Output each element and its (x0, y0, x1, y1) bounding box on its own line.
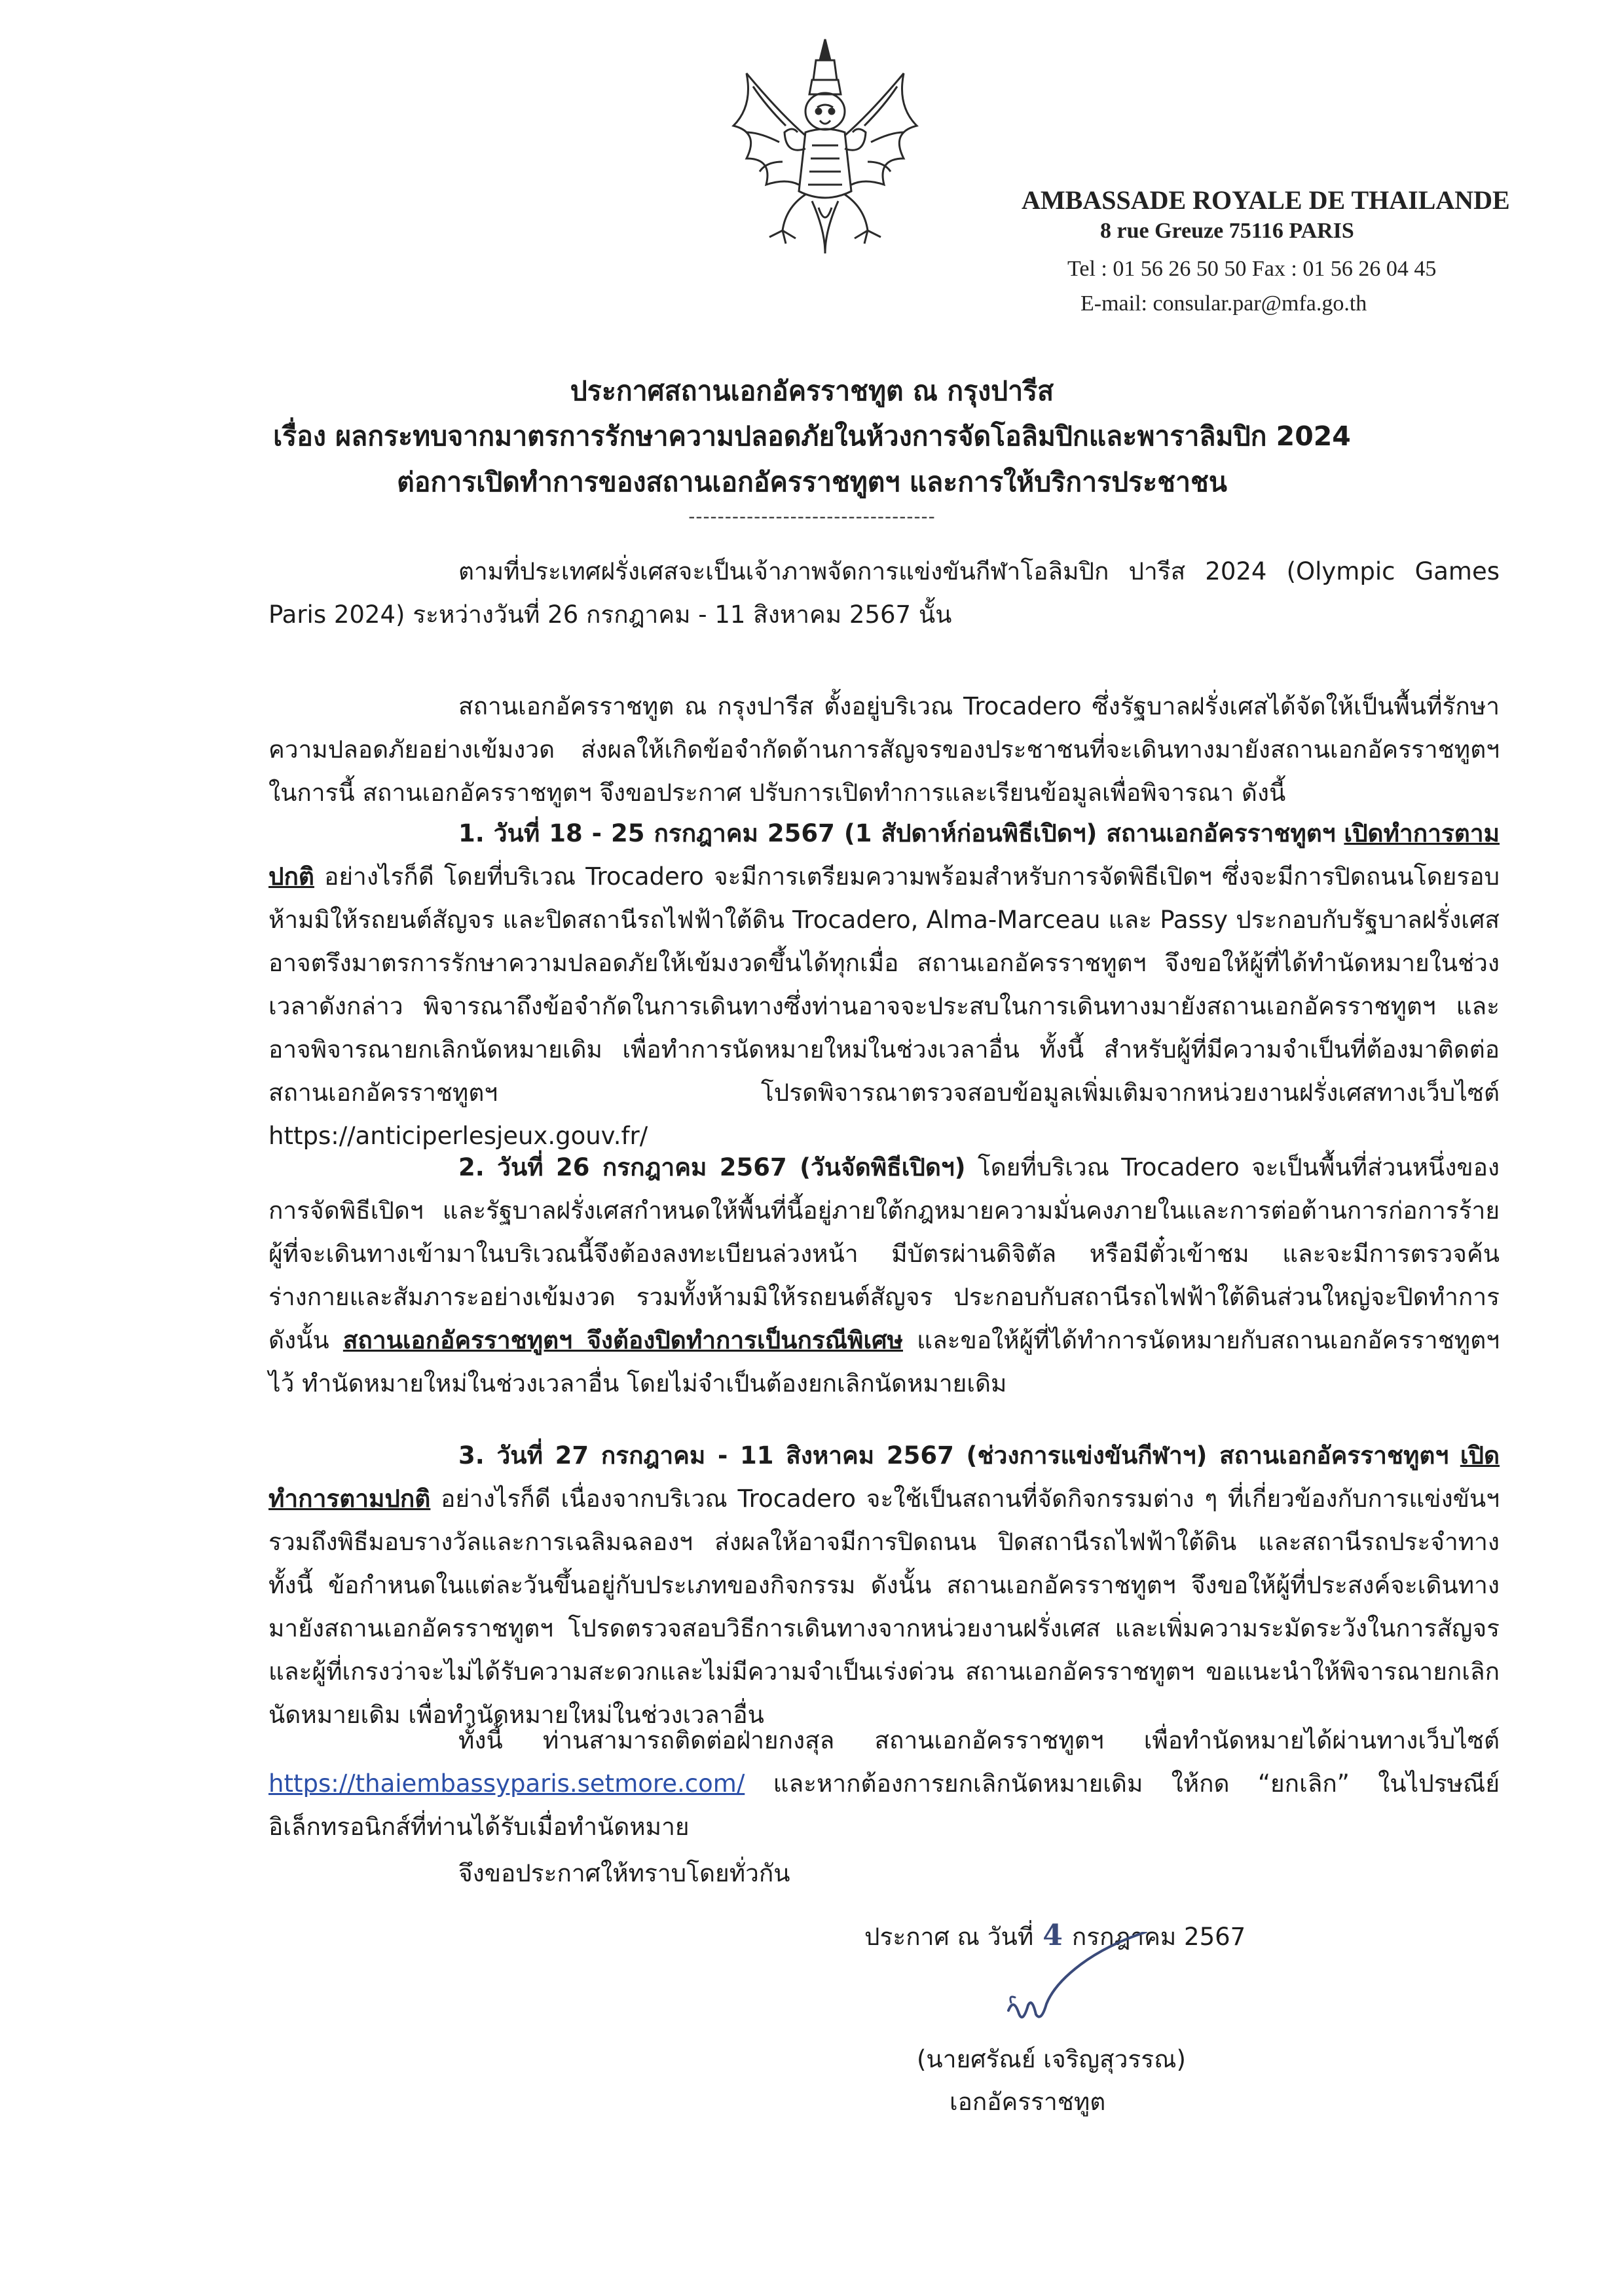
item-1-heading: 1. วันที่ 18 - 25 กรกฎาคม 2567 (1 สัปดาห์ก่อนพิธีเปิดฯ) สถานเอกอัครราชทูตฯ (458, 819, 1336, 847)
date-day: 4 (1043, 1919, 1063, 1952)
signatory-name: (นายศรัณย์ เจริญสุวรรณ) (917, 2045, 1186, 2073)
appointment-link[interactable]: https://thaiembassyparis.setmore.com/ (268, 1769, 745, 1798)
embassy-phone-fax: Tel : 01 56 26 50 50 Fax : 01 56 26 04 45 (1067, 257, 1437, 281)
item-2-heading: 2. วันที่ 26 กรกฎาคม 2567 (วันจัดพิธีเปิดฯ) (458, 1153, 966, 1181)
paragraph-location (268, 685, 1500, 815)
item-3-heading: 3. วันที่ 27 กรกฎาคม - 11 สิงหาคม 2567 (ช่วงการแข่งขันกีฬาฯ) สถานเอกอัครราชทูตฯ (458, 1441, 1449, 1470)
paragraph-item-1 (268, 812, 1500, 1158)
paragraph-item-3 (268, 1434, 1500, 1737)
paragraph-item-2 (268, 1146, 1500, 1405)
garuda-emblem-icon (707, 34, 943, 260)
heading-separator: ---------------------------------- (688, 506, 936, 527)
announcement-title: ประกาศสถานเอกอัครราชทูต ณ กรุงปารีส (570, 375, 1054, 407)
paragraph-location-text: สถานเอกอัครราชทูต ณ กรุงปารีส ตั้งอยู่บริเวณ Trocadero ซึ่งรัฐบาลฝรั่งเศสได้จัดให้เป็นพื้นที่รักษาความปลอดภัยอย่างเข้มงวด ส่งผลให้เกิดข้อจำกัดด้านการสัญจรของประชาชนที่จะเดินทางมายังสถานเอกอัครราชทูตฯ ในการนี้ สถานเอกอัครราชทูตฯ จึงขอประกาศ ปรับการเปิดทำการและเรียนข้อมูลเพื่อพิจารณา ดังนี้ (268, 692, 1500, 807)
embassy-address: 8 rue Greuze 75116 PARIS (1100, 219, 1354, 243)
signatory-title: เอกอัครราชทูต (950, 2088, 1106, 2116)
contact-text-cont: และหากต้องการยกเลิกนัดหมายเดิม ให้กด “ยกเลิก” ในไปรษณีย์อิเล็กทรอนิกส์ที่ท่านได้รับเมื่อทำนัดหมาย (268, 1769, 1500, 1841)
embassy-name: AMBASSADE ROYALE DE THAILANDE (1022, 185, 1510, 215)
item-2-text: โดยที่บริเวณ Trocadero จะเป็นพื้นที่ส่วนหนึ่งของการจัดพิธีเปิดฯ และรัฐบาลฝรั่งเศสกำหนดให้พื้นที่นี้อยู่ภายใต้กฎหมายความมั่นคงภายในและการต่อต้านการก่อการร้าย ผู้ที่จะเดินทางเข้ามาในบริเวณนี้จึงต้องลงทะเบียนล่วงหน้า มีบัตรผ่านดิจิตัล หรือมีตั๋วเข้าชม และจะมีการตรวจค้นร่างกายและสัมภาระอย่างเข้มงวด รวมทั้งห้ามมิให้รถยนต์สัญจร ประกอบกับสถานีรถไฟฟ้าใต้ดินส่วนใหญ่จะปิดทำการ ดังนั้น (268, 1153, 1500, 1354)
item-2-text-cont: และขอให้ผู้ที่ได้ทำการนัดหมายกับสถานเอกอัครราชทูตฯ ไว้ ทำนัดหมายใหม่ในช่วงเวลาอื่น โดยไม่จำเป็นต้องยกเลิกนัดหมายเดิม (268, 1326, 1500, 1398)
announcement-subject: เรื่อง ผลกระทบจากมาตรการรักษาความปลอดภัยในห้วงการจัดโอลิมปิกและพาราลิมปิก 2024 (273, 420, 1351, 452)
paragraph-closing (268, 1852, 1500, 1895)
announcement-subject-cont: ต่อการเปิดทำการของสถานเอกอัครราชทูตฯ และการให้บริการประชาชน (397, 466, 1227, 498)
handwritten-signature-icon (982, 1932, 1153, 2037)
date-suffix: กรกฎาคม 2567 (1071, 1923, 1246, 1951)
paragraph-intro-text: ตามที่ประเทศฝรั่งเศสจะเป็นเจ้าภาพจัดการแข่งขันกีฬาโอลิมปิก ปารีส 2024 (Olympic Games Paris 2024) ระหว่างวันที่ 26 กรกฎาคม - 11 สิงหาคม 2567 นั้น (268, 557, 1500, 629)
paragraph-intro (268, 550, 1500, 637)
item-2-status: สถานเอกอัครราชทูตฯ จึงต้องปิดทำการเป็นกรณีพิเศษ (342, 1326, 903, 1354)
item-3-text: อย่างไรก็ดี เนื่องจากบริเวณ Trocadero จะใช้เป็นสถานที่จัดกิจกรรมต่าง ๆ ที่เกี่ยวข้องกับการแข่งขันฯ รวมถึงพิธีมอบรางวัลและการเฉลิมฉลองฯ ส่งผลให้อาจมีการปิดถนน ปิดสถานีรถไฟฟ้าใต้ดิน และสถานีรถประจำทาง ทั้งนี้ ข้อกำหนดในแต่ละวันขึ้นอยู่กับประเภทของกิจกรรม ดังนั้น สถานเอกอัครราชทูตฯ จึงขอให้ผู้ที่ประสงค์จะเดินทางมายังสถานเอกอัครราชทูตฯ โปรดตรวจสอบวิธีการเดินทางจากหน่วยงานฝรั่งเศส และเพิ่มความระมัดระวังในการสัญจร และผู้ที่เกรงว่าจะไม่ได้รับความสะดวกและไม่มีความจำเป็นเร่งด่วน สถานเอกอัครราชทูตฯ ขอแนะนำให้พิจารณายกเลิกนัดหมายเดิม เพื่อทำนัดหมายใหม่ในช่วงเวลาอื่น (268, 1485, 1500, 1729)
embassy-email: E-mail: consular.par@mfa.go.th (1080, 291, 1367, 316)
contact-text: ทั้งนี้ ท่านสามารถติดต่อฝ่ายกงสุล สถานเอกอัครราชทูตฯ เพื่อทำนัดหมายได้ผ่านทางเว็บไซต์ (458, 1726, 1500, 1754)
item-3-status: เปิดทำการตามปกติ (268, 1441, 1500, 1513)
item-1-status: เปิดทำการตามปกติ (268, 819, 1500, 891)
closing-text: จึงขอประกาศให้ทราบโดยทั่วกัน (458, 1859, 790, 1887)
item-1-text: อย่างไรก็ดี โดยที่บริเวณ Trocadero จะมีการเตรียมความพร้อมสำหรับการจัดพิธีเปิดฯ ซึ่งจะมีการปิดถนนโดยรอบ ห้ามมิให้รถยนต์สัญจร และปิดสถานีรถไฟฟ้าใต้ดิน Trocadero, Alma-Marceau และ Passy ประกอบกับรัฐบาลฝรั่งเศสอาจตรึงมาตรการรักษาความปลอดภัยให้เข้มงวดขึ้นได้ทุกเมื่อ สถานเอกอัครราชทูตฯ จึงขอให้ผู้ที่ได้ทำนัดหมายในช่วงเวลาดังกล่าว พิจารณาถึงข้อจำกัดในการเดินทางซึ่งท่านอาจจะประสบในการเดินทางมายังสถานเอกอัครราชทูตฯ และอาจพิจารณายกเลิกนัดหมายเดิม เพื่อทำการนัดหมายใหม่ในช่วงเวลาอื่น ทั้งนี้ สำหรับผู้ที่มีความจำเป็นที่ต้องมาติดต่อสถานเอกอัครราชทูตฯ โปรดพิจารณาตรวจสอบข้อมูลเพิ่มเติมจากหน่วยงานฝรั่งเศสทางเว็บไซต์ https://anticiperlesjeux.gouv.fr/ (268, 862, 1500, 1150)
paragraph-contact (268, 1719, 1500, 1849)
date-prefix: ประกาศ ณ วันที่ (864, 1923, 1034, 1951)
